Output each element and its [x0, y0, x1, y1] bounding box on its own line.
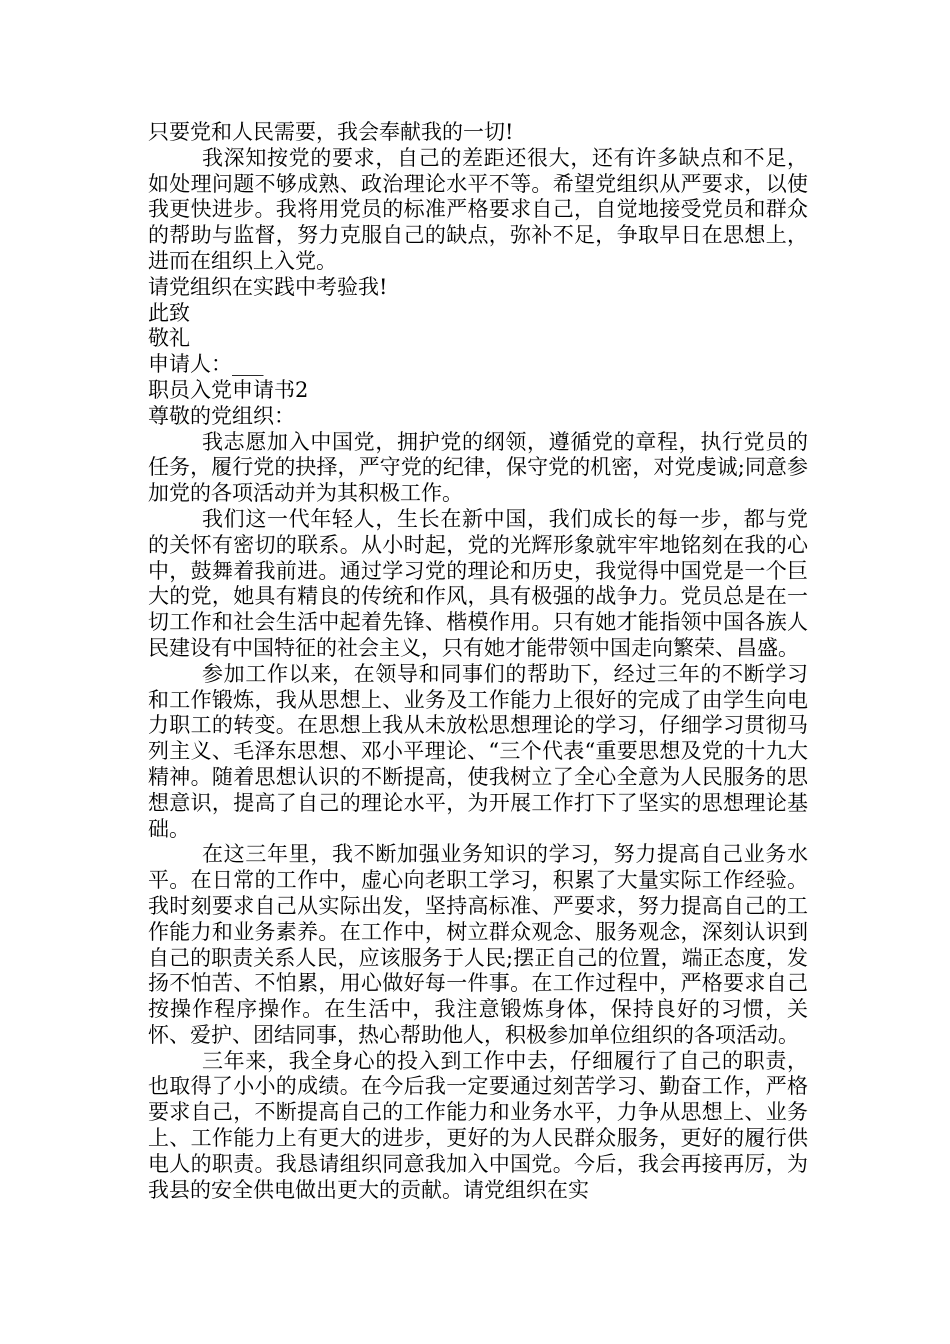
paragraph-generation: 我们这一代年轻人，生长在新中国，我们成长的每一步，都与党的关怀有密切的联系。从小时起，党的光辉形象就牢牢地铭刻在我的心中，鼓舞着我前进。通过学习党的理论和历史，我觉得中国党是一个巨大的党，她具有精良的传统和作风，具有极强的战争力。党员总是在一切工作和社会生活中起着先锋、楷模作用。只有她才能指领中国各族人民建设有中国特征的社会主义，只有她才能带领中国走向繁荣、昌盛。 — [148, 506, 808, 660]
paragraph-work-thought: 参加工作以来，在领导和同事们的帮助下，经过三年的不断学习和工作锻炼，我从思想上、业务及工作能力上很好的完成了由学生向电力职工的转变。在思想上我从未放松思想理论的学习，仔细学习贯彻马列主义、毛泽东思想、邓小平理论、“三个代表“重要思想及党的十九大精神。随着思想认识的不断提高，使我树立了全心全意为人民服务的思想意识，提高了自己的理论水平，为开展工作打下了坚实的思想理论基础。 — [148, 661, 808, 841]
document-body — [148, 120, 808, 1203]
paragraph-self-assessment: 我深知按党的要求，自己的差距还很大，还有许多缺点和不足，如处理问题不够成熟、政治理论水平不等。希望党组织从严要求，以使我更快进步。我将用党员的标准严格要求自己，自觉地接受党员和群众的帮助与监督，努力克服自己的缺点，弥补不足，争取早日在思想上，进而在组织上入党。 — [148, 145, 808, 273]
paragraph-work-skills: 在这三年里，我不断加强业务知识的学习，努力提高自己业务水平。在日常的工作中，虚心向老职工学习，积累了大量实际工作经验。我时刻要求自己从实际出发，坚持高标准、严要求，努力提高自己的工作能力和业务素养。在工作中，树立群众观念、服务观念，深刻认识到自己的职责关系人民，应该服务于人民;摆正自己的位置，端正态度，发扬不怕苦、不怕累，用心做好每一件事。在工作过程中，严格要求自己按操作程序操作。在生活中，我注意锻炼身体，保持良好的习惯，关怀、爱护、团结同事，热心帮助他人，积极参加单位组织的各项活动。 — [148, 842, 808, 1047]
paragraph-three-years: 三年来，我全身心的投入到工作中去，仔细履行了自己的职责，也取得了小小的成绩。在今后我一定要通过刻苦学习、勤奋工作，严格要求自己，不断提高自己的工作能力和业务水平，力争从思想上、业务上、工作能力上有更大的进步，更好的为人民群众服务，更好的履行供电人的职责。我恳请组织同意我加入中国党。今后，我会再接再厉，为我县的安全供电做出更大的贡献。请党组织在实 — [148, 1048, 808, 1202]
paragraph-request-test: 请党组织在实践中考验我! — [148, 274, 388, 299]
greeting: 尊敬的党组织： — [148, 403, 295, 428]
applicant-signature-line: 申请人：___ — [148, 352, 264, 377]
salutation-jingli: 敬礼 — [148, 326, 190, 351]
paragraph-pledge: 我志愿加入中国党，拥护党的纲领，遵循党的章程，执行党员的任务，履行党的抉择，严守党的纪律，保守党的机密，对党虔诚;同意参加党的各项活动并为其积极工作。 — [148, 429, 808, 506]
section-title: 职员入党申请书2 — [148, 377, 309, 402]
paragraph-closing-line: 只要党和人民需要，我会奉献我的一切! — [148, 120, 514, 144]
salutation-cizhi: 此致 — [148, 300, 190, 325]
